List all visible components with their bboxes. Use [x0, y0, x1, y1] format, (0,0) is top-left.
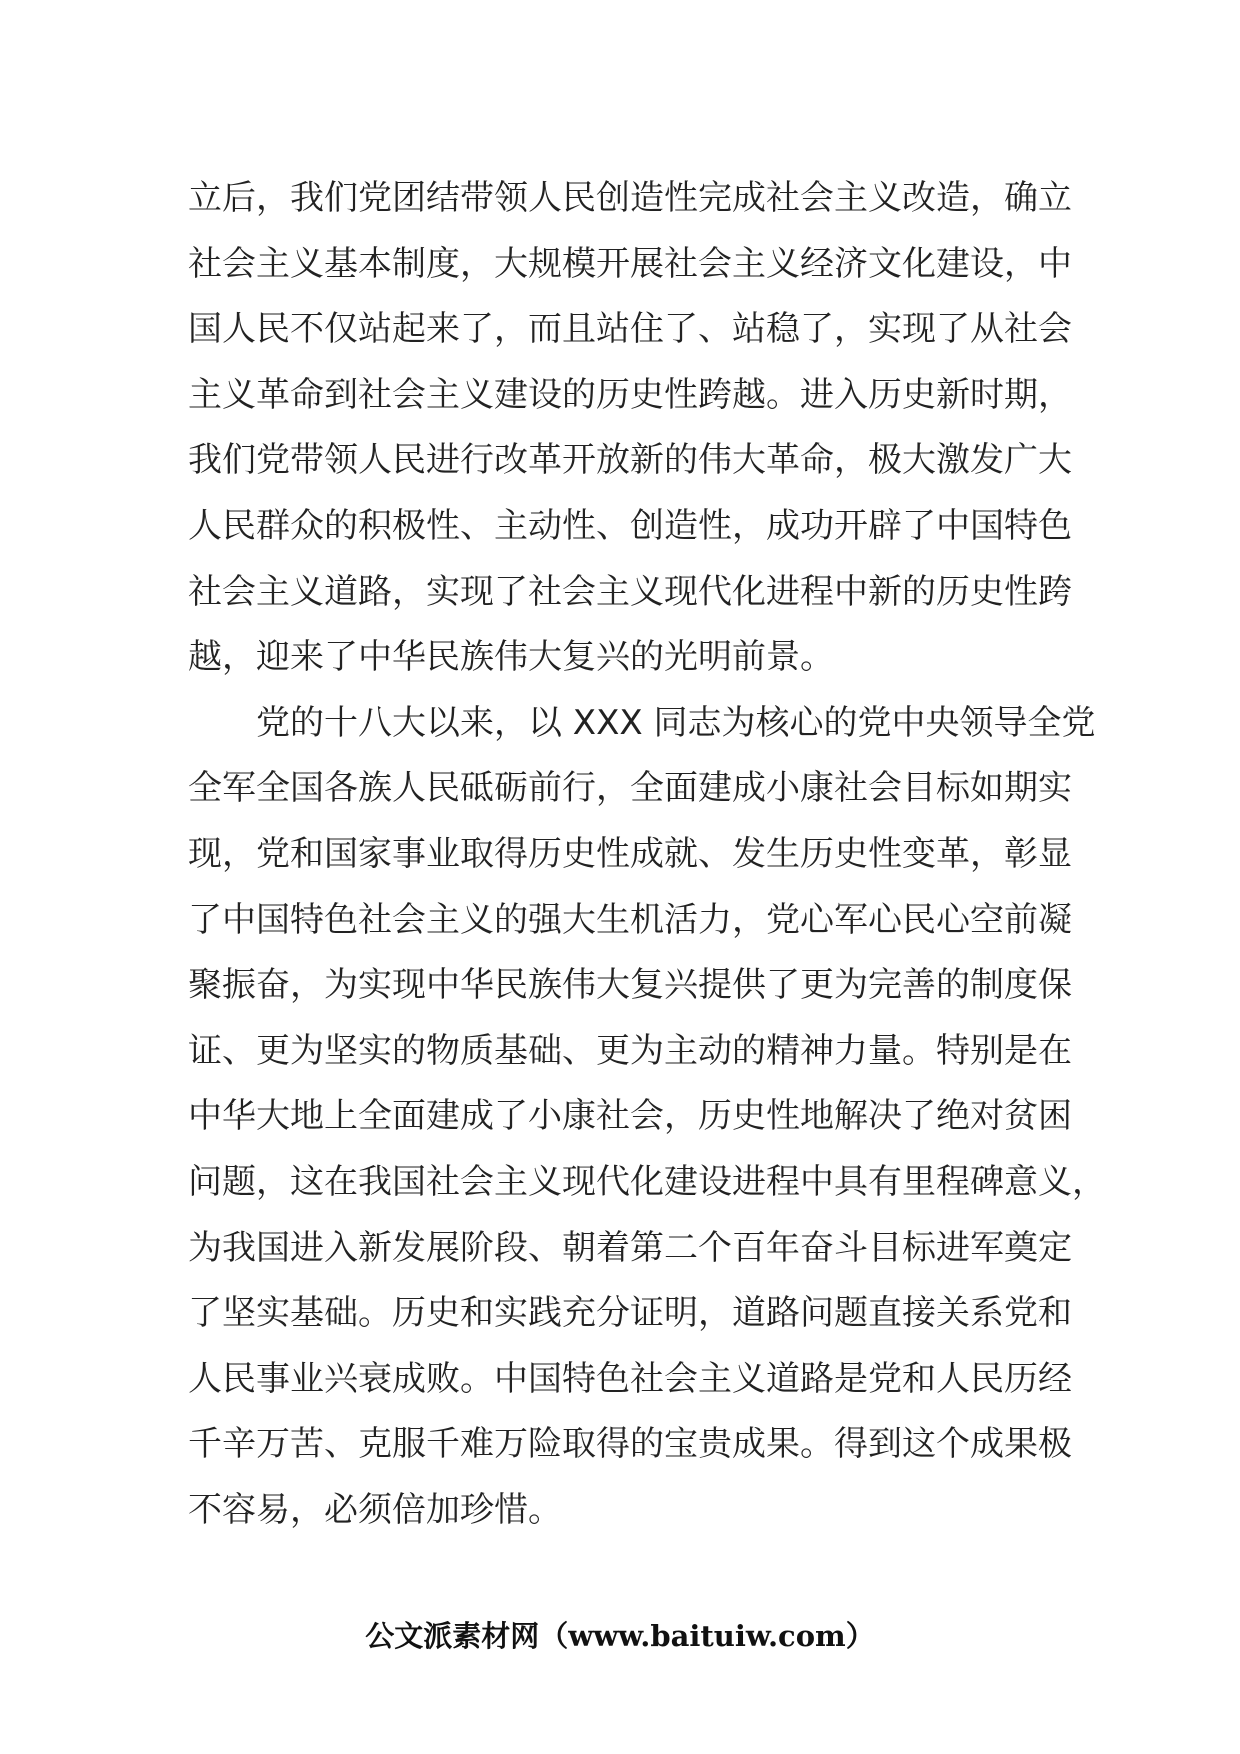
paragraph-1-line: 立后，我们党团结带领人民创造性完成社会主义改造，确立 — [188, 178, 1072, 218]
paragraph-2-line: 全军全国各族人民砥砺前行，全面建成小康社会目标如期实 — [188, 768, 1072, 809]
paragraph-2-first-line: 党的十八大以来，以 XXX 同志为核心的党中央领导全党 — [256, 702, 1096, 743]
paragraph-2-line: 了坚实基础。历史和实践充分证明，道路问题直接关系党和 — [188, 1293, 1072, 1334]
paragraph-1-line: 越，迎来了中华民族伟大复兴的光明前景。 — [188, 637, 834, 678]
paragraph-2-line: 了中国特色社会主义的强大生机活力，党心军心民心空前凝 — [188, 899, 1072, 940]
paragraph-2-line: 问题，这在我国社会主义现代化建设进程中具有里程碑意义， — [188, 1161, 1106, 1202]
paragraph-2-line: 证、更为坚实的物质基础、更为主动的精神力量。特别是在 — [188, 1030, 1072, 1071]
paragraph-2-line: 不容易，必须倍加珍惜。 — [188, 1489, 562, 1530]
footer-watermark: 公文派素材网（www.baituiw.com） — [365, 1619, 875, 1653]
document-body — [188, 166, 1106, 1543]
paragraph-2-line: 现，党和国家事业取得历史性成就、发生历史性变革，彰显 — [188, 833, 1072, 874]
paragraph-1-line: 我们党带领人民进行改革开放新的伟大革命，极大激发广大 — [188, 440, 1072, 481]
paragraph-2-line: 聚振奋，为实现中华民族伟大复兴提供了更为完善的制度保 — [188, 965, 1072, 1006]
paragraph-2-line: 为我国进入新发展阶段、朝着第二个百年奋斗目标进军奠定 — [188, 1227, 1072, 1268]
paragraph-2-line: 中华大地上全面建成了小康社会，历史性地解决了绝对贫困 — [188, 1096, 1072, 1137]
paragraph-1-line: 人民群众的积极性、主动性、创造性，成功开辟了中国特色 — [188, 505, 1072, 546]
paragraph-2-line: 千辛万苦、克服千难万险取得的宝贵成果。得到这个成果极 — [188, 1424, 1072, 1465]
paragraph-1-line: 国人民不仅站起来了，而且站住了、站稳了，实现了从社会 — [188, 309, 1072, 350]
paragraph-1-line: 社会主义基本制度，大规模开展社会主义经济文化建设，中 — [188, 243, 1072, 284]
paragraph-1-line: 社会主义道路，实现了社会主义现代化进程中新的历史性跨 — [188, 571, 1072, 612]
paragraph-1-line: 主义革命到社会主义建设的历史性跨越。进入历史新时期， — [188, 374, 1072, 415]
paragraph-2-line: 人民事业兴衰成败。中国特色社会主义道路是党和人民历经 — [188, 1358, 1072, 1399]
